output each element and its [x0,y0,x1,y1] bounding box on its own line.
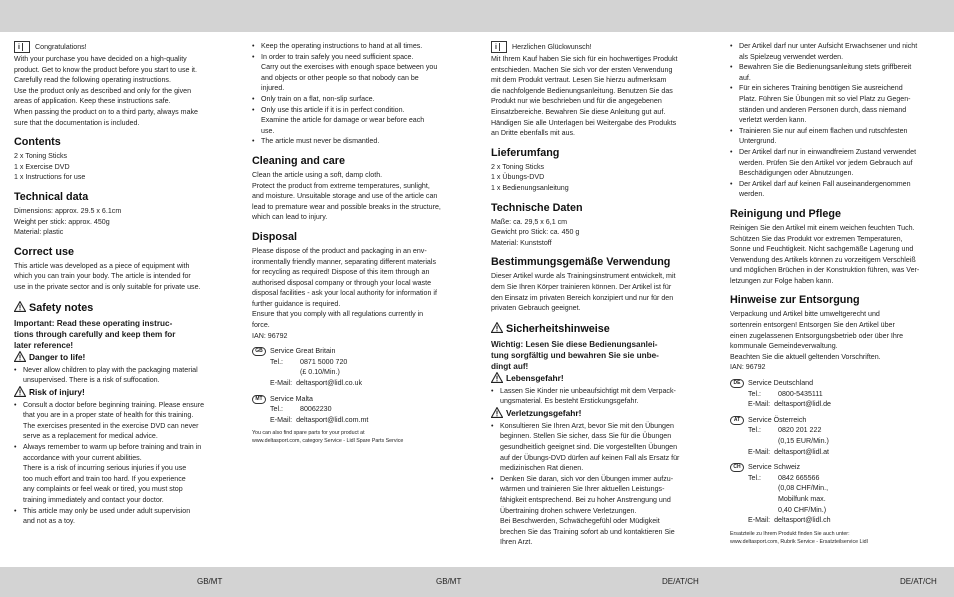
disposal-line: Ensure that you comply with all regulations currently in [252,310,424,319]
disposal-text [252,246,466,331]
cleaning-line: Verwendung des Artikels können zu vorzeitigem Verschleiß [730,255,916,264]
list-item-line: Examine the article for damage or wear before each [261,116,425,125]
service-key: Tel.: [748,426,762,435]
cleaning-text [252,170,466,223]
country-badge: MT [252,395,266,404]
service-value[interactable]: deltasport@lidl.de [774,400,831,409]
important-line: Wichtig: Lesen Sie diese Bedienungsanlei- [491,339,658,349]
intro-line: an Dritte ebenfalls mit aus. [491,129,575,138]
page-footer-1: GB/MT [197,577,223,586]
service-entry [730,415,942,457]
contents-list [491,162,705,194]
list-item-line: • Always remember to warm up before training and train in [23,443,202,452]
disposal-line: for recycling as required! Dispose of this item through an [252,268,430,277]
list-item [730,126,942,147]
service-key [748,494,778,505]
intro-line: areas of application. Keep these instructions safe. [14,97,171,106]
list-item-line: fähigkeit entsprechend. Bei zu hoher Anstrengung und [500,496,671,505]
list-item-line: • Bewahren Sie die Bedienungsanleitung stets griffbereit [739,63,912,72]
list-item-line: • Only train on a flat, non-slip surface. [261,94,375,103]
disposal-line: Beachten Sie die aktuell geltenden Vorschriften. [730,352,881,361]
list-item-line: auf der Übungs-DVD dürfen auf keinen Fall als Ersatz für [500,453,680,462]
service-value[interactable]: deltasport@lidl.ch [774,516,831,525]
contents-item: 2 x Toning Sticks [491,162,545,171]
page-footer-2: GB/MT [436,577,462,586]
list-item-line: • Der Artikel darf nur unter Aufsicht Erwachsener und nicht [739,42,918,50]
service-key [270,367,300,378]
service-row [270,367,362,378]
service-row [748,399,831,410]
service-entry [252,346,466,388]
technical-heading: Technical data [14,190,89,203]
list-item-line: Ihren Arzt. [500,538,533,547]
list-item-line: • The article must never be dismantled. [261,137,380,146]
intro-text [14,54,236,128]
important-line: tung sorgfältig und bewahren Sie sie unbe- [491,350,659,360]
cleaning-line: Reinigen Sie den Artikel mit einem weichen feuchten Tuch. [730,223,915,232]
list-item-line: werden. Prüfen Sie den Artikel vor jedem Gebrauch auf [739,158,913,167]
list-item-line: • Der Artikel darf nur in einwandfreiem Zustand verwendet [739,147,917,156]
intro-line: With your purchase you have decided on a high-quality [14,55,187,63]
list-item-line: The exercises presented in the exercise DVD can never [23,421,199,430]
list-item [252,52,466,94]
service-entry [252,394,466,426]
important-line: later reference! [14,340,74,350]
service-row [748,483,831,494]
list-item-line: Carry out the exercises with enough space between you [261,63,438,72]
tech-line: Gewicht pro Stick: ca. 450 g [491,228,580,237]
service-row [270,404,368,415]
list-item-line: gesundheitlich geeignet sind. Die vorgestellten Übungen [500,443,678,452]
service-key: Tel.: [270,405,284,414]
injury-list [491,421,705,548]
service-value[interactable]: deltasport@lidl.com.mt [296,415,369,424]
column-gb-1 [14,41,236,527]
list-item-line: accordance with your current abilities. [23,453,142,462]
cleaning-line: and moisture. Unsuitable storage and use of the article can [252,192,438,201]
list-item-line: medizinischen Rat dienen. [500,464,584,473]
important-line: dingt auf! [491,361,529,371]
column-de-2 [730,41,942,546]
service-key: Tel.: [270,357,284,366]
column-de-1 [491,41,705,548]
list-item-line: • Consult a doctor before beginning training. Please ensure [23,400,205,409]
safety-list-continued [730,41,942,200]
service-row [748,389,831,400]
warning-icon [491,407,503,421]
list-item-line: any complaints or feel weak or tired, you must stop [23,485,183,494]
disposal-text [730,309,942,362]
service-name: Service Great Britain [270,347,336,356]
cleaning-line: letzungen zur Folge haben kann. [730,276,834,285]
cleaning-line: Schützen Sie das Produkt vor extremen Temperaturen, [730,234,903,243]
cleaning-heading: Reinigung und Pflege [730,207,841,220]
safety-important [491,339,705,372]
tech-line: Material: Kunststoff [491,238,552,247]
list-item-line: • Für ein sicheres Training benötigen Sie ausreichend [739,84,903,93]
service-name: Service Deutschland [748,379,814,388]
list-item-line: that you are in a proper state of health for this training. [23,411,194,420]
safety-heading-text: Safety notes [29,301,94,314]
list-item-line: • Only use this article if it is in perfect condition. [261,105,405,114]
list-item-line: and not as a toy. [23,517,75,526]
safety-list-continued [252,41,466,147]
list-item [14,365,236,386]
service-value[interactable]: deltasport@lidl.co.uk [296,379,363,388]
list-item-line: Untergrund. [739,137,777,146]
list-item-line: There is a risk of incurring serious injuries if you use [23,464,187,473]
use-line: den Einsatz im privaten Bereich konzipiert und nur für den [491,293,674,302]
service-value: 0,40 CHF/Min.) [778,505,827,514]
list-item [252,41,466,52]
spares-line: Ersatzteile zu Ihrem Produkt finden Sie auch unter: [730,530,850,537]
list-item-line: auf. [739,73,751,82]
list-item-line: Platz. Führen Sie Übungen mit so viel Platz zu Gegen- [739,94,911,103]
service-contacts [730,378,942,526]
disposal-line: Please dispose of the product and packaging in an env- [252,246,427,255]
danger-list [14,365,236,386]
correct-use-heading: Bestimmungsgemäße Verwendung [491,256,671,269]
list-item-line: • Keep the operating instructions to hand at all times. [261,42,423,50]
ian-number: IAN: 96792 [730,363,766,372]
intro-line: Carefully read the following operating instructions. [14,76,171,85]
service-row [748,505,831,516]
injury-heading-text: Verletzungsgefahr! [506,408,582,419]
country-badge: CH [730,463,744,472]
service-key: E-Mail: [270,379,293,388]
service-key: Tel.: [748,389,762,398]
intro-line: Produkt nur wie beschrieben und für die angegebenen [491,97,662,106]
important-line: Important: Read these operating instruc- [14,318,173,328]
list-item-line: ständen und anderen Personen durch, dass niemand [739,105,907,114]
service-name: Service Österreich [748,415,807,424]
service-key [748,436,778,447]
tech-line: Weight per stick: approx. 450g [14,217,110,226]
spares-line: www.deltasport.com, category Service - Lidl Spare Parts Service [252,438,404,445]
list-item [730,179,942,200]
congrats: Herzlichen Glückwunsch! [512,42,592,51]
tech-line: Dimensions: approx. 29.5 x 6.1cm [14,206,122,215]
danger-list [491,386,705,407]
contents-list [14,151,236,183]
list-item [491,474,705,548]
list-item [14,400,236,442]
danger-heading [491,372,705,386]
service-name: Service Malta [270,394,313,403]
warning-icon [14,301,26,316]
intro-text [491,54,705,139]
injury-heading [491,407,705,421]
important-line: tions through carefully and keep them for [14,329,176,339]
service-row [748,447,829,458]
service-key [748,505,778,516]
disposal-line: ironmentally friendly manner, separating different materials [252,257,437,266]
warning-icon [491,322,503,337]
disposal-line: sortenrein entsorgen! Entsorgen Sie den Artikel über [730,321,895,330]
list-item [252,136,466,147]
contents-heading: Lieferumfang [491,146,560,159]
service-value: (£ 0.10/Min.) [300,368,340,377]
service-row [270,357,362,368]
use-line: which you can train your body. The article is intended for [14,272,191,281]
spares-line: You can also find spare parts for your product at [252,430,365,437]
disposal-line: einen zugelassenen Entsorgungsbetrieb oder über Ihre [730,331,904,340]
list-item-line: and objects or other people so that nobody can be [261,73,419,82]
service-row [748,494,831,505]
intro-line: Mit Ihrem Kauf haben Sie sich für ein hochwertiges Produkt [491,55,678,63]
intro-line: sure that the documentation is included. [14,118,140,127]
list-item-line: ungsmaterial. Es besteht Erstickungsgefahr. [500,397,639,406]
use-line: This article was developed as a piece of equipment with [14,261,190,270]
spare-parts-note [252,429,466,445]
service-key: E-Mail: [748,447,771,456]
cleaning-heading: Cleaning and care [252,154,346,167]
contents-item: 1 x Bedienungsanleitung [491,183,569,192]
warning-icon [491,372,503,386]
list-item [730,41,942,62]
service-value: (0,08 CHF/Min., [778,484,829,493]
service-row [748,436,829,447]
column-gb-2 [252,41,466,445]
list-item [491,386,705,407]
disposal-line: Verpackung und Artikel bitte umweltgerecht und [730,310,880,319]
list-item [730,83,942,125]
service-key: E-Mail: [748,516,771,525]
technical-heading: Technische Daten [491,201,583,214]
list-item [730,62,942,83]
service-row [748,473,831,484]
disposal-heading: Hinweise zur Entsorgung [730,294,860,307]
service-key [748,483,778,494]
country-badge: GB [252,347,266,356]
congrats: Congratulations! [35,42,87,51]
list-item-line: • Denken Sie daran, sich vor den Übungen immer aufzu- [500,474,674,483]
list-item-line: injured. [261,84,285,93]
injury-list [14,400,236,527]
correct-use-text [14,261,236,293]
book-icon: i [491,41,507,53]
list-item-line: wärmen und trainieren Sie Ihrer aktuellen Leistungs- [500,485,665,494]
service-value[interactable]: deltasport@lidl.at [774,447,829,456]
injury-heading [14,386,236,400]
disposal-heading: Disposal [252,230,298,243]
list-item-line: verletzt werden kann. [739,116,807,125]
service-row [748,425,829,436]
service-name: Service Schweiz [748,463,801,472]
list-item [252,94,466,105]
contents-heading: Contents [14,136,61,149]
spare-parts-note [730,530,942,546]
safety-important [14,318,236,351]
service-value: 0842 665566 [778,473,820,482]
cleaning-line: Sonne und Feuchtigkeit. Nicht sachgemäße Lagerung und [730,245,914,254]
list-item [252,105,466,137]
list-item-line: serve as a replacement for medical advice. [23,432,158,441]
cleaning-line: Protect the product from extreme temperatures, sunlight, [252,181,430,190]
use-line: privaten Gebrauch geeignet. [491,304,581,313]
technical-data [491,217,705,249]
intro-line: entschieden. Machen Sie sich vor der ersten Verwendung [491,65,673,74]
country-badge: DE [730,379,744,388]
list-item-line: brechen Sie das Training sofort ab und kontaktieren Sie [500,527,675,536]
service-value: 0820 201 222 [778,426,822,435]
technical-data [14,206,236,238]
service-value: 80062230 [300,405,332,414]
intro-line: Einsatzbereiche. Bewahren Sie diese Anleitung gut auf. [491,107,666,116]
service-entry [730,462,942,526]
service-row [270,378,362,389]
warning-icon [14,351,26,365]
service-entry [730,378,942,410]
injury-heading-text: Risk of injury! [29,387,85,398]
list-item-line: Übertraining drohen schwere Verletzungen. [500,506,637,515]
danger-heading-text: Lebensgefahr! [506,373,564,384]
service-value: 0871 5000 720 [300,357,348,366]
list-item-line: • In order to train safely you need sufficient space. [261,52,414,61]
page-footer-4: DE/AT/CH [900,577,937,586]
cleaning-line: which can lead to injury. [252,213,328,222]
country-badge: AT [730,416,744,425]
spares-line: www.deltasport.com, Rubrik Service - Ersatzteilservice Lidl [730,538,868,545]
disposal-line: kommunale Gemeindeverwaltung. [730,342,838,351]
list-item-line: beginnen. Stellen Sie sicher, dass Sie für die Übungen [500,432,672,441]
list-item-line: • Konsultieren Sie Ihren Arzt, bevor Sie mit den Übungen [500,421,674,430]
use-line: Dieser Artikel wurde als Trainingsinstrument entwickelt, mit [491,272,676,281]
service-key: E-Mail: [748,400,771,409]
disposal-line: force. [252,321,270,330]
contents-item: 1 x Instructions for use [14,173,86,182]
list-item-line: Bei Beschwerden, Schwächegefühl oder Müdigkeit [500,517,660,526]
intro-line: When passing the product on to a third party, always make [14,107,199,116]
top-band [0,0,954,32]
bottom-band [0,567,954,597]
cleaning-line: Clean the article using a soft, damp cloth. [252,170,383,179]
disposal-line: further guidance is required. [252,299,341,308]
cleaning-line: und möglichen Brüchen in der Konstruktion führen, was Ver- [730,266,920,275]
ian-number: IAN: 96792 [252,331,288,340]
service-contacts [252,346,466,425]
intro-line: mit dem Produkt vertraut. Lesen Sie hierzu aufmerksam [491,76,667,85]
disposal-line: authorised disposal company or through your local waste [252,278,432,287]
correct-use-text [491,271,705,313]
cleaning-text [730,223,942,287]
list-item-line: use. [261,126,275,135]
list-item [730,147,942,179]
danger-heading [14,351,236,365]
list-item-line: • This article may only be used under adult supervision [23,506,191,515]
list-item-line: • Lassen Sie Kinder nie unbeaufsichtigt mit dem Verpack- [500,386,676,395]
list-item [14,506,236,527]
use-line: dem Sie Ihren Körper trainieren können. Der Artikel ist für [491,282,672,291]
correct-use-heading: Correct use [14,245,75,258]
use-line: use in the private sector and is only suitable for private use. [14,282,201,291]
service-key: Tel.: [748,473,762,482]
contents-item: 1 x Exercise DVD [14,162,70,171]
service-key: E-Mail: [270,415,293,424]
list-item-line: als Spielzeug verwendet werden. [739,52,844,61]
list-item-line: Beschädigungen oder Abnutzungen. [739,169,854,178]
cleaning-line: lead to premature wear and possible breaks in the structure, [252,202,441,211]
safety-heading-text: Sicherheitshinweise [506,322,610,335]
list-item-line: • Trainieren Sie nur auf einem flachen und rutschfesten [739,126,908,135]
list-item-line: too much effort and train too hard. If you experience [23,474,186,483]
page-footer-3: DE/AT/CH [662,577,699,586]
service-value: (0,15 EUR/Min.) [778,437,829,445]
list-item [14,442,236,506]
tech-line: Material: plastic [14,228,64,237]
safety-heading [14,301,236,316]
disposal-line: disposal facilities - ask your local authority for information if [252,289,437,298]
service-value: 0800-5435111 [778,389,823,398]
danger-heading-text: Danger to life! [29,352,86,362]
list-item-line: • Der Artikel darf auf keinen Fall auseinandergenommen [739,179,911,188]
service-row [270,415,368,426]
intro-line: die nachfolgende Bedienungsanleitung. Benutzen Sie das [491,86,673,95]
contents-item: 2 x Toning Sticks [14,152,68,161]
intro-line: Use the product only as described and only for the given [14,86,192,95]
book-icon: i [14,41,30,53]
intro-line: product. Get to know the product before you start to use it. [14,65,197,74]
warning-icon [14,386,26,400]
list-item-line: unsupervised. There is a risk of suffocation. [23,376,160,385]
safety-heading [491,322,705,337]
list-item [491,421,705,474]
list-item-line: training immediately and contact your doctor. [23,496,164,505]
list-item-line: • Never allow children to play with the packaging material [23,365,198,374]
contents-item: 1 x Übungs-DVD [491,173,545,182]
intro-line: Händigen Sie alle Unterlagen bei Weitergabe des Produkts [491,118,677,127]
service-row [748,515,831,526]
list-item-line: werden. [739,190,765,199]
service-value: Mobilfunk max. [778,494,826,503]
tech-line: Maße: ca. 29,5 x 6,1 cm [491,217,568,226]
